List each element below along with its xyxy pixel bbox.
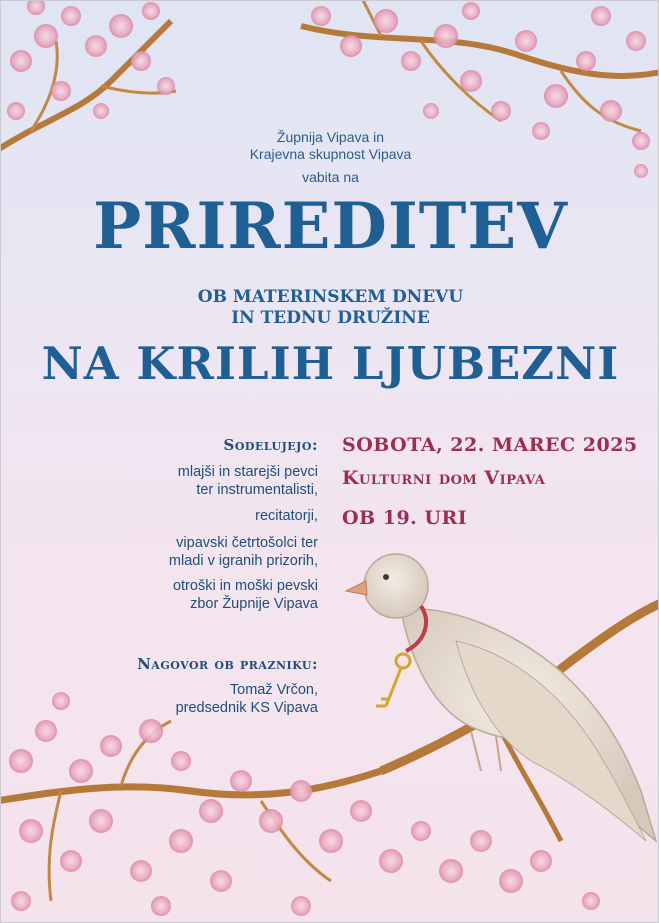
event-title: PRIREDITEV <box>93 189 568 264</box>
occasion-line-1: OB MATERINSKEM DNEVU <box>197 287 464 307</box>
event-motto: NA KRILIH LJUBEZNI <box>41 337 620 390</box>
dove-illustration <box>346 554 656 841</box>
participant-line: vipavski četrtošolci ter <box>176 535 318 551</box>
participant-line: ter instrumentalisti, <box>196 482 318 498</box>
participant-line: recitatorji, <box>255 508 318 524</box>
speech-label: Nagovor ob prazniku: <box>137 655 318 673</box>
participant-line: mladi v igranih prizorih, <box>168 553 318 569</box>
participant-line: otroški in moški pevski <box>172 578 318 594</box>
occasion-line-2: IN TEDNU DRUŽINE <box>231 308 430 328</box>
invite-text: vabita na <box>302 169 359 185</box>
event-venue: Kulturni dom Vipava <box>342 467 546 489</box>
participants-label: Sodelujejo: <box>223 436 318 454</box>
event-time: OB 19. URI <box>342 507 468 529</box>
participant-line: zbor Župnije Vipava <box>190 596 318 612</box>
speaker-name: Tomaž Vrčon, <box>229 682 318 698</box>
participant-line: mlajši in starejši pevci <box>177 464 318 480</box>
event-date: SOBOTA, 22. MAREC 2025 <box>342 434 638 456</box>
organizer-line-1: Župnija Vipava in <box>276 129 385 145</box>
organizer-line-2: Krajevna skupnost Vipava <box>249 146 412 162</box>
speaker-role: predsednik KS Vipava <box>175 700 318 716</box>
